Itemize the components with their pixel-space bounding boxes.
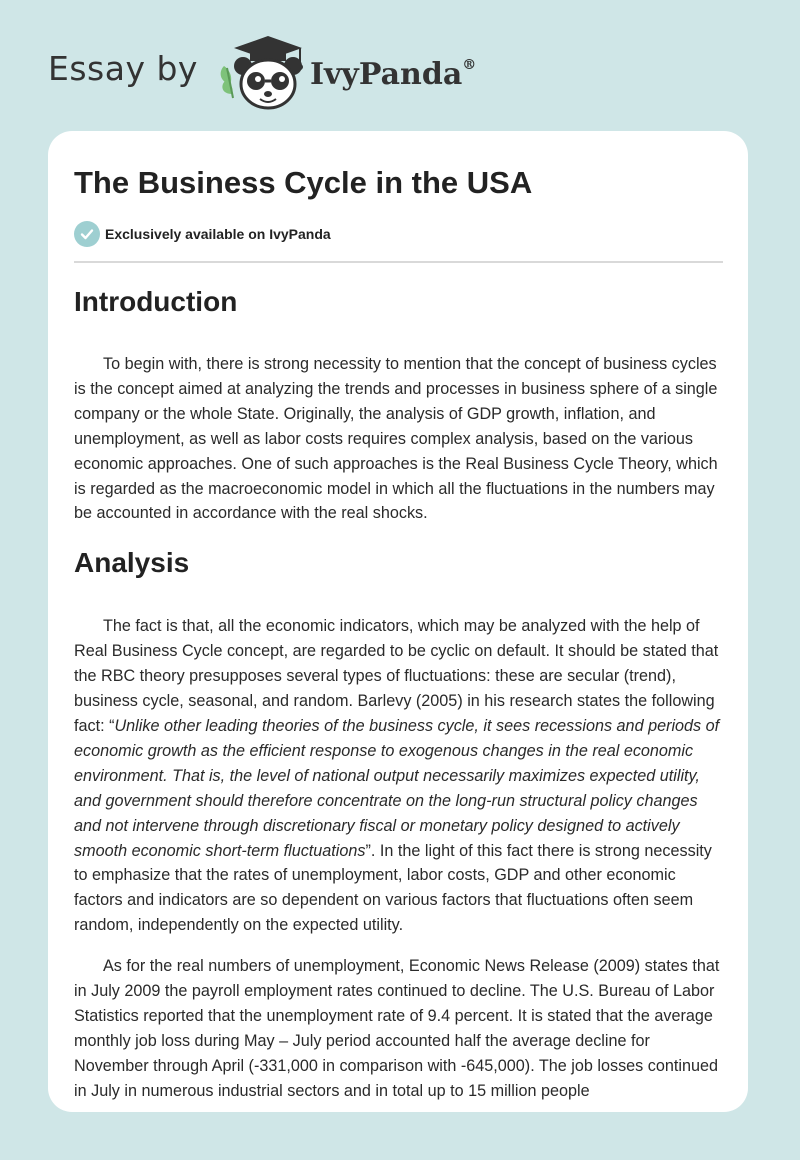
section-heading-introduction: Introduction [74,286,238,317]
brand-prefix: Essay by [48,48,198,88]
section-heading-analysis: Analysis [74,547,190,579]
analysis-paragraph-1: The fact is that, all the economic indicators, which may be analyzed with the help of Real Business Cycle concept, are regarded to be cyclic on default. It should be stated that the RBC theory presupposes several types of fluctuations: these are secular (trend), business cycle, seasonal, and random. Barlevy (2005) in his research states the following fact: “Unlike other leading theories of the business cycle, it sees recessions and periods of economic growth as the efficient response to exogenous changes in the real economic environment. That is, the level of national output necessarily maximizes expected utility, and government should therefore concentrate on the long-run structural policy changes and not intervene through discretionary fiscal or monetary policy designed to actively smooth economic short-term fluctuations”. In the light of this fact there is strong necessity to emphasize that the rates of unemployment, labor costs, GDP and other economic factors and indicators are so dependent on various factors that fluctuations often seem random, independently on the expected utility. [74,617,720,935]
quote-text: Unlike other leading theories of the business cycle, it sees recessions and periods of economic growth as the efficient response to exogenous changes in the real economic environment. That is, the level of national output necessarily maximizes expected utility, and government should therefore concentrate on the long-run structural policy changes and not intervene through discretionary fiscal or monetary policy designed to actively smooth economic short-term fluctuations [74,716,720,860]
brand-header [48,32,476,112]
check-icon [74,221,100,247]
essay-content [74,281,723,1104]
divider [74,261,723,263]
introduction-paragraph: To begin with, there is strong necessity to mention that the concept of business cycles is the concept aimed at analyzing the trends and processes in business sphere of a single company or the whole State. Originally, the analysis of GDP growth, inflation, and unemployment, as well as labor costs requires complex analysis, based on the various economic approaches. One of such approaches is the Real Business Cycle Theory, which is regarded as the macroeconomic model in which all the fluctuations in the numbers may be accounted in accordance with the real shocks. [74,355,718,523]
brand-name[interactable]: IvyPanda® [309,56,477,92]
panda-logo-icon[interactable] [216,32,308,112]
page-title: The Business Cycle in the USA [74,165,533,200]
essay-card [48,131,748,1112]
exclusive-badge [74,221,331,247]
analysis-paragraph-2: As for the real numbers of unemployment, Economic News Release (2009) states that in July 2009 the payroll employment rates continued to decline. The U.S. Bureau of Labor Statistics reported that the unemployment rate of 9.4 percent. It is stated that the average monthly job loss during May – July period accounted half the average decline for November through April (-331,000 in comparison with -645,000). The job losses continued in July in numerous industrial sectors and in total up to 15 million people [74,957,720,1100]
exclusive-badge-label: Exclusively available on IvyPanda [105,226,331,242]
